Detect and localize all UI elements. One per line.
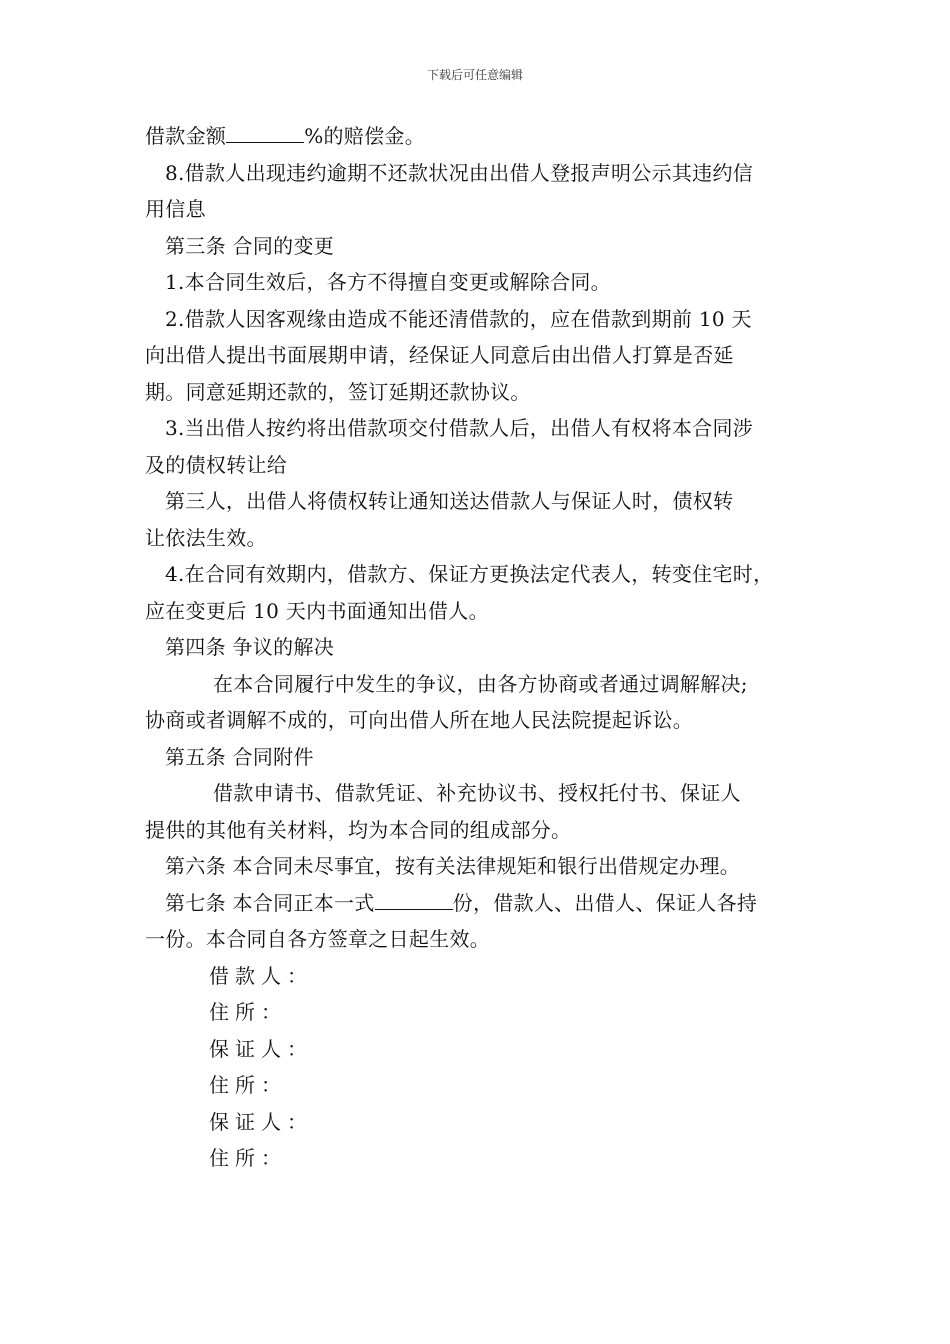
section-heading: 第三条 合同的变更 <box>165 233 335 258</box>
paragraph-line: 8.借款人出现违约逾期不还款状况由出借人登报声明公示其违约信 <box>165 160 754 185</box>
paragraph-line: 3.当出借人按约将出借款项交付借款人后，出借人有权将本合同涉 <box>165 416 754 440</box>
paragraph-line: 向出借人提出书面展期申请，经保证人同意后由出借人打算是否延 <box>145 343 734 367</box>
paragraph-line: 及的债权转让给 <box>145 452 288 477</box>
fill-in-blank <box>226 124 304 143</box>
page-header: 下载后可任意编辑 <box>426 68 523 82</box>
paragraph-line: 第三人，出借人将债权转让通知送达借款人与保证人时，债权转 <box>165 489 734 513</box>
paragraph-line: 协商或者调解不成的，可向出借人所在地人民法院提起诉讼。 <box>145 708 694 732</box>
paragraph-line <box>145 885 820 922</box>
fill-in-blank <box>375 891 453 910</box>
signature-guarantor: 保证人： <box>209 1109 313 1134</box>
signature-address: 住所： <box>209 1146 287 1170</box>
text-segment: 借款金额 <box>145 124 227 148</box>
paragraph-line: 用信息 <box>145 197 206 221</box>
paragraph-line: 1.本合同生效后，各方不得擅自变更或解除合同。 <box>165 270 611 294</box>
signature-address: 住所： <box>209 1000 287 1024</box>
text-segment: 第七条 本合同正本一式 <box>165 890 375 915</box>
signature-address: 住所： <box>209 1073 287 1097</box>
paragraph-line: 在本合同履行中发生的争议，由各方协商或者通过调解解决; <box>213 671 748 696</box>
paragraph-line: 借款申请书、借款凭证、补充协议书、授权托付书、保证人 <box>213 781 741 805</box>
paragraph-line: 应在变更后 10 天内书面通知出借人。 <box>145 598 489 623</box>
signature-borrower: 借款人： <box>209 963 313 988</box>
contract-body <box>145 118 820 1177</box>
signature-guarantor: 保证人： <box>209 1036 313 1061</box>
paragraph-line: 让依法生效。 <box>145 525 267 550</box>
paragraph-line: 2.借款人因客观缘由造成不能还清借款的，应在借款到期前 10 天 <box>165 306 752 331</box>
text-segment: %的赔偿金。 <box>304 124 426 148</box>
paragraph-line: 一份。本合同自各方签章之日起生效。 <box>145 927 491 951</box>
section-heading: 第五条 合同附件 <box>165 744 314 769</box>
paragraph-line: 4.在合同有效期内，借款方、保证方更换法定代表人，转变住宅时， <box>165 562 774 586</box>
paragraph-line <box>145 118 820 155</box>
text-segment: 份，借款人、出借人、保证人各持 <box>452 890 758 915</box>
paragraph-line: 提供的其他有关材料，均为本合同的组成部分。 <box>145 817 572 842</box>
section-heading: 第四条 争议的解决 <box>165 635 335 659</box>
paragraph-line: 第六条 本合同未尽事宜，按有关法律规矩和银行出借规定办理。 <box>165 854 741 878</box>
paragraph-line: 期。同意延期还款的，签订延期还款协议。 <box>145 379 531 404</box>
